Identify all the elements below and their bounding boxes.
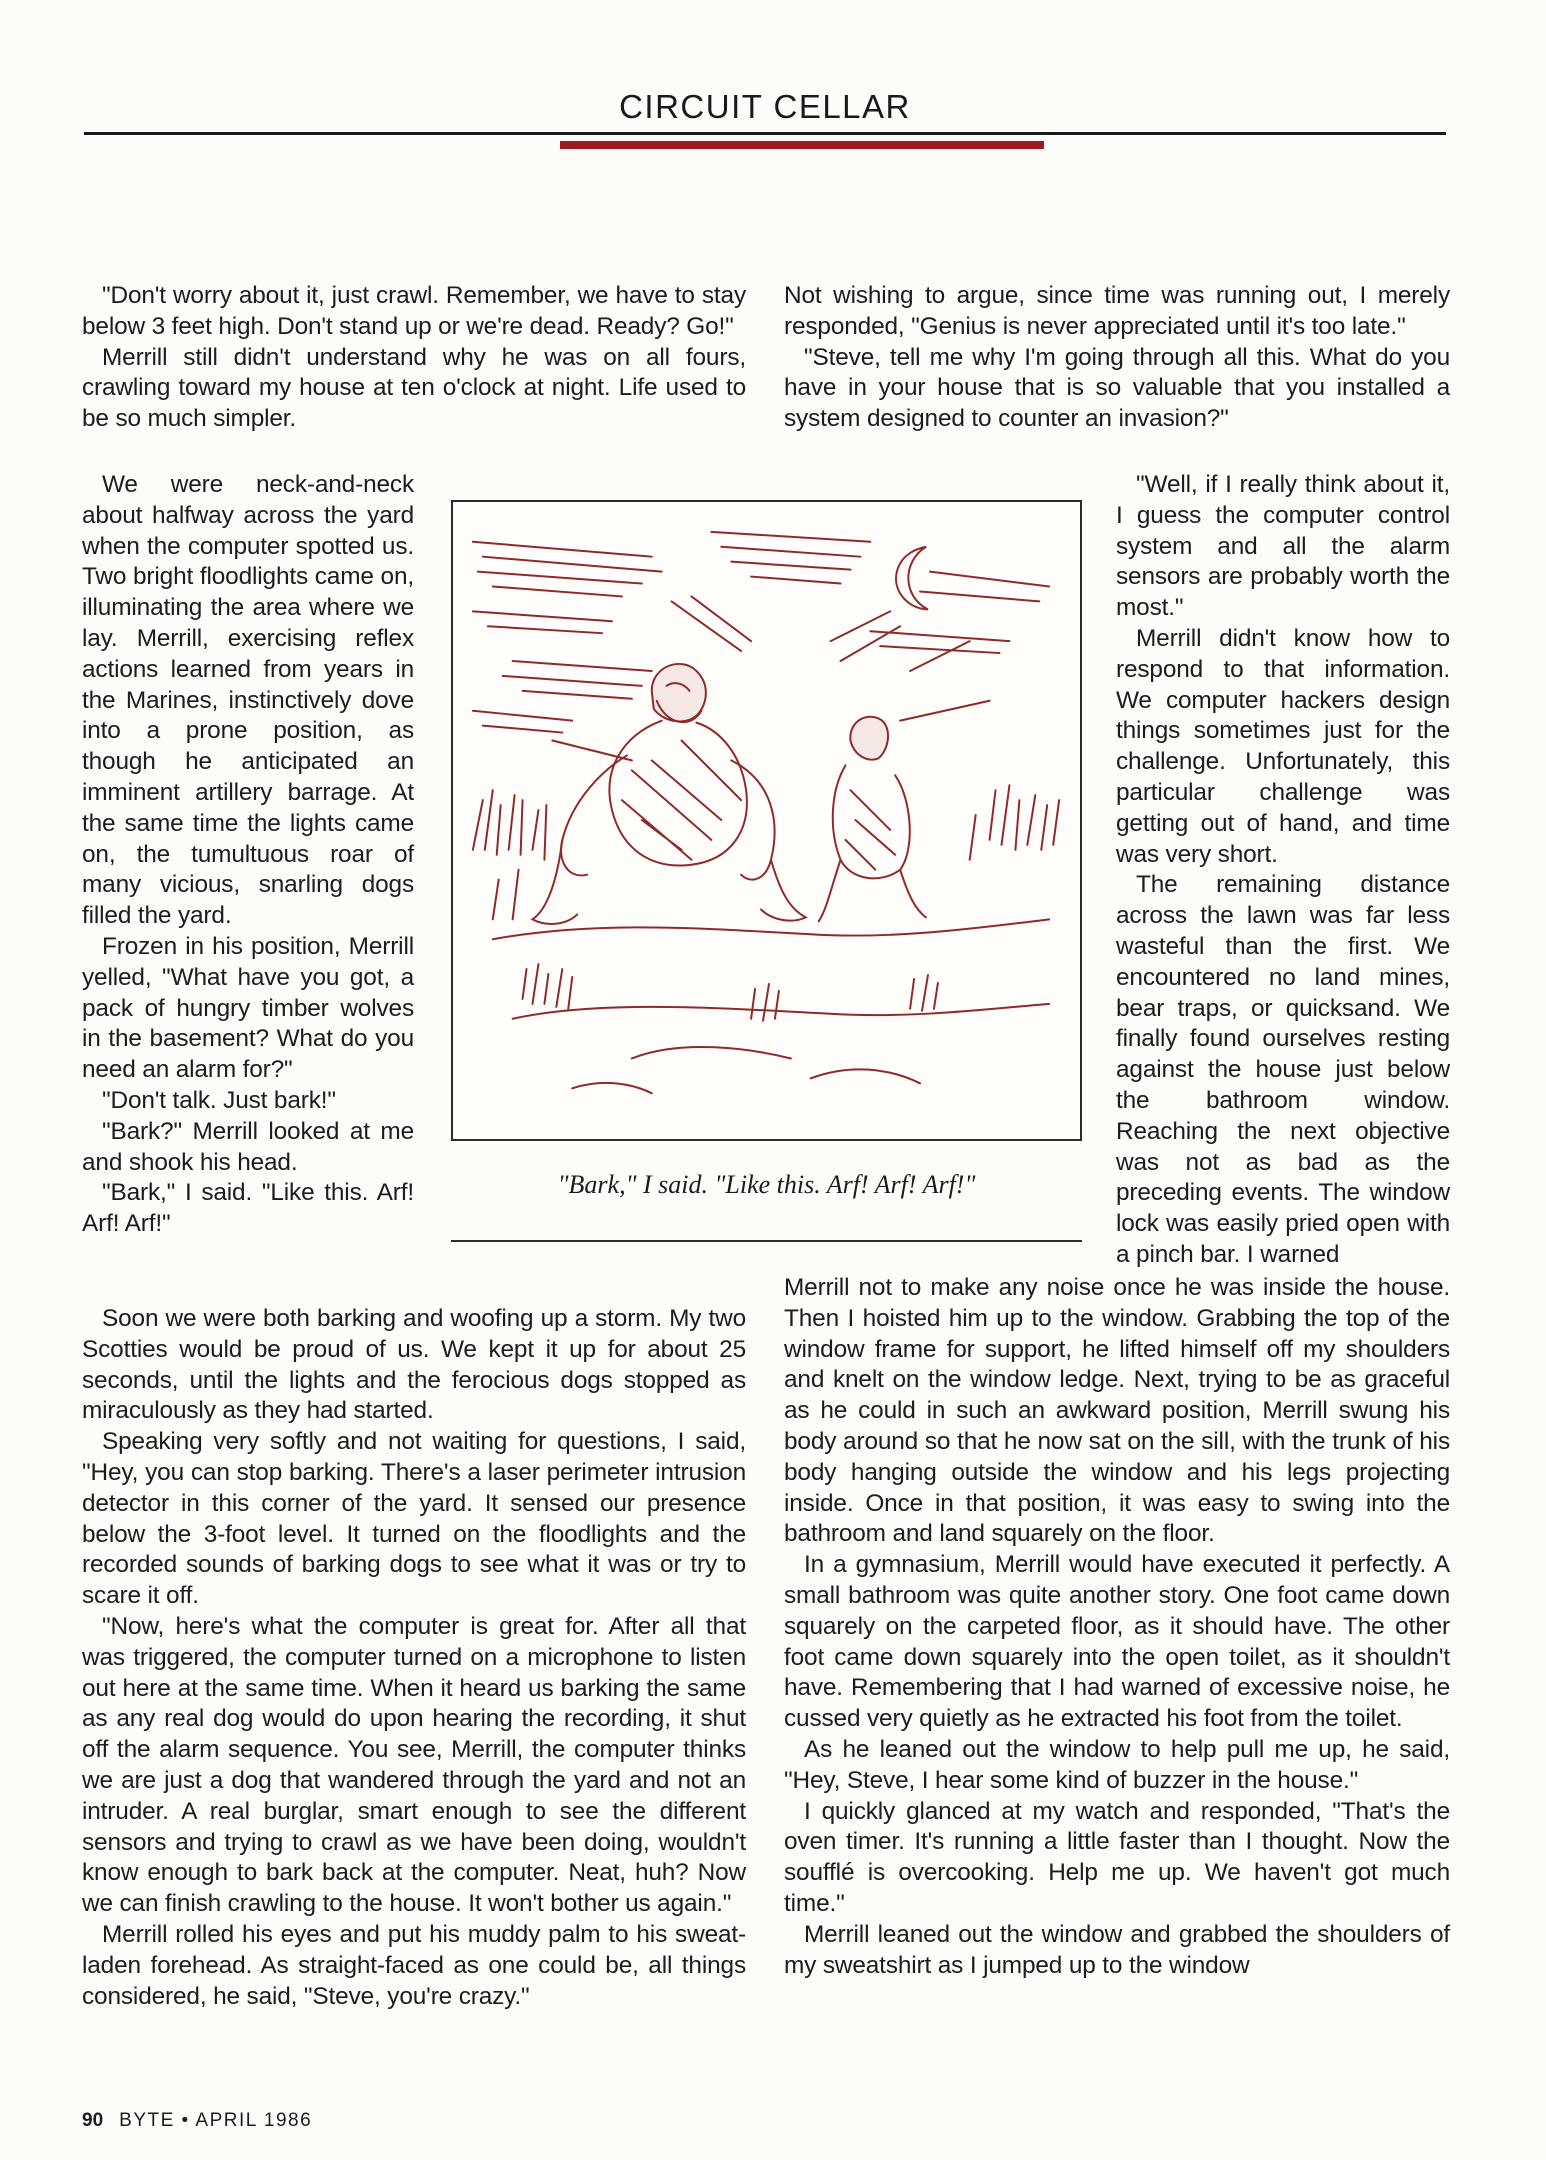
paragraph: Merrill leaned out the window and grabbed the shoulders of my sweatshirt as I jumped up to the window: [784, 1920, 1450, 1979]
header-accent-bar: [560, 141, 1044, 149]
page-number: 90: [82, 2110, 104, 2131]
paragraph: "Well, if I really think about it, I guess the computer control system and all the alarm sensors are probably worth the most.": [1116, 471, 1450, 622]
barking-men-illustration: [453, 502, 1080, 1139]
paragraph: "Bark," I said. "Like this. Arf! Arf! Arf!": [82, 1179, 414, 1238]
paragraph: Soon we were both barking and woofing up a storm. My two Scotties would be proud of us. We kept it up for about 25 seconds, until the lights and the ferocious dogs stopped as miraculously as they had started.: [82, 1305, 746, 1425]
paragraph: "Steve, tell me why I'm going through all this. What do you have in your house that is so valuable that you installed a system designed to counter an invasion?": [784, 343, 1450, 433]
paragraph: I quickly glanced at my watch and responded, "That's the oven timer. It's running a little faster than I thought. Now the soufflé is overcooking. Help me up. We haven't got much time.": [784, 1797, 1450, 1917]
left-column-top: [82, 281, 746, 435]
paragraph: The remaining distance across the lawn was far less wasteful than the first. We encountered no land mines, bear traps, or quicksand. We finally found ourselves resting against the house just below the bathroom window. Reaching the next objective was not as bad as the preceding events. The window lock was easily pried open with a pinch bar. I warned: [1116, 871, 1450, 1268]
page-footer: [82, 2110, 312, 2132]
paragraph: "Don't talk. Just bark!": [102, 1086, 336, 1114]
left-column-narrow: [82, 470, 414, 1240]
illustration-frame: [451, 500, 1082, 1141]
paragraph: Merrill didn't know how to respond to that information. We computer hackers design things sometimes just for the challenge. Unfortunately, this particular challenge was getting out of hand, and time was very short.: [1116, 624, 1450, 868]
paragraph: "Bark?" Merrill looked at me and shook his head.: [82, 1117, 414, 1176]
figure-caption: "Bark," I said. "Like this. Arf! Arf! Arf!": [557, 1170, 976, 1199]
right-column-top: [784, 281, 1450, 435]
page-header: [84, 88, 1446, 148]
paragraph: We were neck-and-neck about halfway across the yard when the computer spotted us. Two bright floodlights came on, illuminating the area where we lay. Merrill, exercising reflex actions learned from years in the Marines, instinctively dove into a prone position, as though he anticipated an imminent artillery barrage. At the same time the lights came on, the tumultuous roar of many vicious, snarling dogs filled the yard.: [82, 471, 414, 930]
publication-line: BYTE • APRIL 1986: [119, 2110, 313, 2131]
paragraph: Merrill not to make any noise once he was inside the house. Then I hoisted him up to the window. Grabbing the top of the window frame for support, he lifted himself off my shoulders and knelt on the window ledge. Next, trying to be as graceful as he could in such an awkward position, Merrill swung his body around so that he now sat on the sill, with the trunk of his body hanging outside the window and his legs projecting inside. Once in that position, it was easy to swing into the bathroom and land squarely on the floor.: [784, 1274, 1450, 1548]
right-column-narrow: [1116, 470, 1450, 1271]
right-column-bottom: [784, 1273, 1450, 1981]
paragraph: Speaking very softly and not waiting for questions, I said, "Hey, you can stop barking. There's a laser perimeter intrusion detector in this corner of the yard. It sensed our presence below the 3-foot level. It turned on the floodlights and the recorded sounds of barking dogs to see what it was or try to scare it off.: [82, 1428, 746, 1610]
paragraph: "Don't worry about it, just crawl. Remember, we have to stay below 3 feet high. Don't stand up or we're dead. Ready? Go!": [82, 282, 746, 340]
caption-rule: [451, 1240, 1082, 1242]
paragraph: Merrill rolled his eyes and put his muddy palm to his sweat-laden forehead. As straight-faced as one could be, all things considered, he said, "Steve, you're crazy.": [82, 1920, 746, 2010]
paragraph: Frozen in his position, Merrill yelled, "What have you got, a pack of hungry timber wolves in the basement? What do you need an alarm for?": [82, 932, 414, 1084]
paragraph: Merrill still didn't understand why he was on all fours, crawling toward my house at ten o'clock at night. Life used to be so much simpler.: [82, 343, 746, 433]
paragraph: Not wishing to argue, since time was running out, I merely responded, "Genius is never appreciated until it's too late.": [784, 282, 1450, 340]
paragraph: "Now, here's what the computer is great for. After all that was triggered, the computer turned on a microphone to listen out here at the same time. When it heard us barking the same as any real dog would do upon hearing the recording, it shut off the alarm sequence. You see, Merrill, the computer thinks we are just a dog that wandered through the yard and not an intruder. A real burglar, smart enough to see the different sensors and trying to crawl as we have been doing, wouldn't know enough to bark back at the computer. Neat, huh? Now we can finish crawling to the house. It won't bother us again.": [82, 1612, 746, 1918]
paragraph: In a gymnasium, Merrill would have executed it perfectly. A small bathroom was quite another story. One foot came down squarely on the carpeted floor, as it should have. The other foot came down squarely into the open toilet, as it shouldn't have. Remembering that I had warned of excessive noise, he cussed very quietly as he extracted his foot from the toilet.: [784, 1551, 1450, 1733]
paragraph: As he leaned out the window to help pull me up, he said, "Hey, Steve, I hear some kind of buzzer in the house.": [784, 1735, 1450, 1794]
header-rule: [84, 132, 1446, 135]
section-title: CIRCUIT CELLAR: [619, 88, 911, 125]
left-column-bottom: [82, 1304, 746, 2012]
